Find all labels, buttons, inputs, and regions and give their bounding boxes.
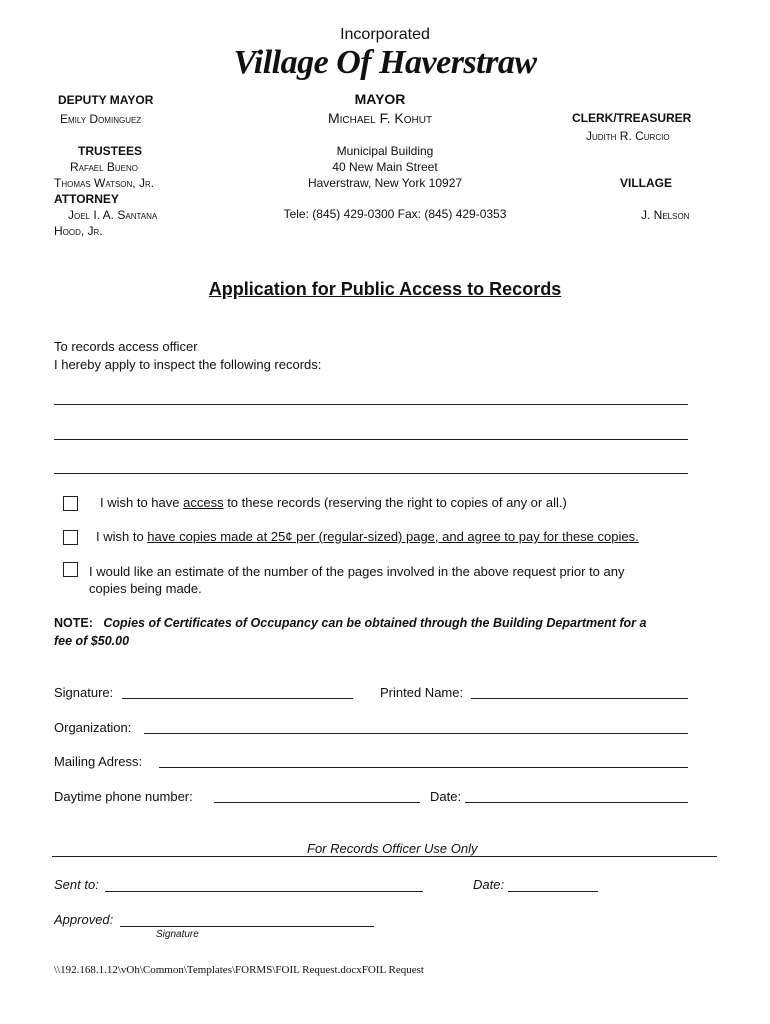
copies-option-underline: have copies made at 25¢ per (regular-sized) page, and agree to pay for these copies. — [147, 529, 639, 544]
access-checkbox[interactable] — [63, 496, 78, 511]
officer-heading: For Records Officer Use Only — [307, 841, 478, 856]
phone-fax: Tele: (845) 429-0300 Fax: (845) 429-0353 — [283, 207, 507, 221]
records-line-1[interactable] — [54, 404, 688, 405]
printed-name-label: Printed Name: — [380, 685, 464, 700]
mayor-name: Michael F. Kohut — [327, 110, 433, 126]
attorney-name-2: Hood, Jr. — [54, 224, 103, 238]
address-line-2: 40 New Main Street — [332, 160, 438, 174]
officer-date-field[interactable] — [508, 891, 598, 892]
copies-checkbox[interactable] — [63, 530, 78, 545]
estimate-checkbox[interactable] — [63, 562, 78, 577]
note-text-2: fee of $50.00 — [54, 634, 130, 648]
date-field[interactable] — [465, 802, 688, 803]
village-person: J. Nelson — [641, 208, 690, 222]
signature-caption: Signature — [156, 929, 199, 940]
signature-label: Signature: — [54, 685, 114, 700]
access-option-underline: access — [183, 495, 224, 510]
sent-to-field[interactable] — [105, 891, 423, 892]
access-option-post: to these records (reserving the right to copies of any or all.) — [223, 495, 567, 510]
incorporated-label: Incorporated — [340, 26, 430, 43]
intro-line-2: I hereby apply to inspect the following records: — [54, 357, 322, 372]
deputy-mayor-name: Emily Dominguez — [60, 112, 142, 126]
signature-field[interactable] — [122, 698, 353, 699]
mayor-title: MAYOR — [354, 91, 406, 107]
printed-name-field[interactable] — [471, 698, 688, 699]
approved-label: Approved: — [54, 912, 114, 927]
clerk-title: CLERK/TREASURER — [572, 111, 692, 125]
trustees-title: TRUSTEES — [78, 144, 143, 158]
records-line-2[interactable] — [54, 439, 688, 440]
note — [54, 616, 646, 630]
address-line-1: Municipal Building — [336, 144, 434, 158]
trustee-1: Rafael Bueno — [70, 160, 139, 174]
attorney-title: ATTORNEY — [54, 192, 119, 206]
note-label: NOTE: — [54, 616, 93, 630]
officer-date-label: Date: — [473, 877, 505, 892]
attorney-name-1: Joel I. A. Santana — [68, 208, 158, 222]
village-label: VILLAGE — [620, 176, 673, 190]
date-label: Date: — [430, 789, 462, 804]
access-option-pre: I wish to have — [100, 495, 184, 510]
note-text: Copies of Certificates of Occupancy can be obtained through the Building Department for a — [103, 616, 647, 630]
clerk-name: Judith R. Curcio — [586, 129, 670, 143]
estimate-option-line-2: copies being made. — [89, 581, 202, 596]
mailing-field[interactable] — [159, 767, 688, 768]
phone-field[interactable] — [214, 802, 420, 803]
estimate-option-line-1: I would like an estimate of the number of the pages involved in the above request prior to any — [89, 564, 625, 579]
organization-field[interactable] — [144, 733, 688, 734]
phone-label: Daytime phone number: — [54, 789, 193, 804]
file-path-footer: \\192.168.1.12\vOh\Common\Templates\FORMS\FOIL Request.docxFOIL Request — [54, 964, 424, 976]
organization-label: Organization: — [54, 720, 132, 735]
sent-to-label: Sent to: — [54, 877, 99, 892]
village-title: Village Of Haverstraw — [233, 44, 537, 81]
copies-option-pre: I wish to — [96, 529, 148, 544]
approved-field[interactable] — [120, 926, 374, 927]
records-line-3[interactable] — [54, 473, 688, 474]
address-line-3: Haverstraw, New York 10927 — [307, 176, 463, 190]
officer-divider — [52, 856, 717, 857]
copies-option-text — [96, 529, 639, 544]
trustee-2: Thomas Watson, Jr. — [54, 176, 155, 190]
intro-line-1: To records access officer — [54, 339, 198, 354]
form-title: Application for Public Access to Records — [208, 279, 562, 299]
mailing-label: Mailing Adress: — [54, 754, 143, 769]
access-option-text — [100, 495, 567, 510]
deputy-mayor-title: DEPUTY MAYOR — [58, 93, 154, 107]
